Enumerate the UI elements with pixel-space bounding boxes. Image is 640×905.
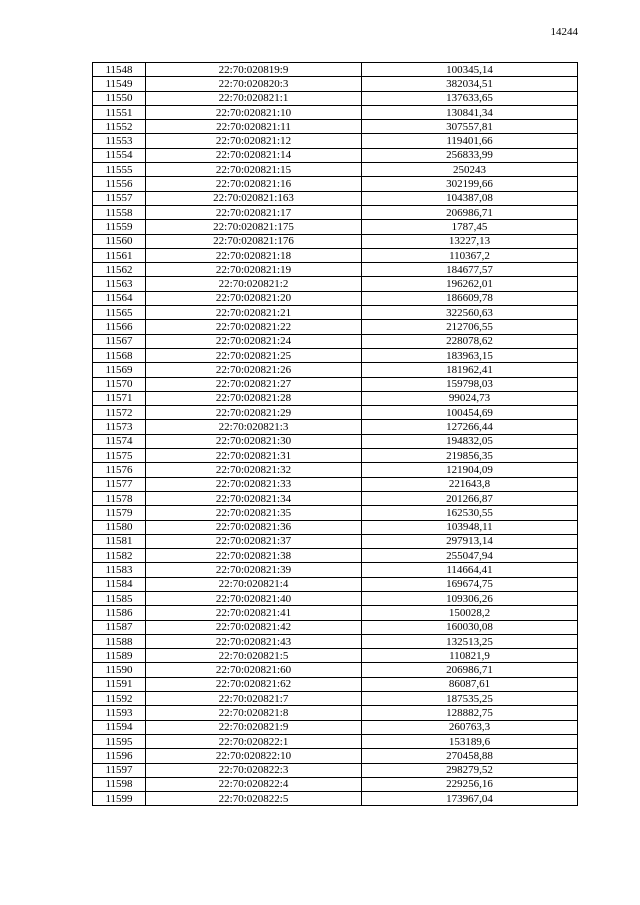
cadastral-value-cell: 184677,57 [362,263,578,277]
cadastral-number-cell: 22:70:020821:41 [146,606,362,620]
table-row [93,163,578,177]
table-row [93,792,578,806]
cadastral-value-cell: 110821,9 [362,649,578,663]
table-row [93,591,578,605]
row-number-cell: 11567 [93,334,146,348]
row-number-cell: 11598 [93,777,146,791]
table-row [93,263,578,277]
cadastral-number-cell: 22:70:020821:24 [146,334,362,348]
cadastral-number-cell: 22:70:020821:38 [146,549,362,563]
cadastral-number-cell: 22:70:020821:27 [146,377,362,391]
row-number-cell: 11589 [93,649,146,663]
table-row [93,463,578,477]
cadastral-number-cell: 22:70:020821:40 [146,591,362,605]
cadastral-value-cell: 160030,08 [362,620,578,634]
row-number-cell: 11584 [93,577,146,591]
cadastral-value-cell: 114664,41 [362,563,578,577]
cadastral-value-cell: 250243 [362,163,578,177]
cadastral-number-cell: 22:70:020821:14 [146,148,362,162]
row-number-cell: 11565 [93,306,146,320]
cadastral-number-cell: 22:70:020821:21 [146,306,362,320]
cadastral-value-cell: 228078,62 [362,334,578,348]
cadastral-value-cell: 183963,15 [362,348,578,362]
cadastral-number-cell: 22:70:020821:29 [146,406,362,420]
table-row [93,763,578,777]
cadastral-number-cell: 22:70:020821:22 [146,320,362,334]
cadastral-value-cell: 13227,13 [362,234,578,248]
row-number-cell: 11556 [93,177,146,191]
cadastral-value-cell: 219856,35 [362,449,578,463]
row-number-cell: 11560 [93,234,146,248]
table-row [93,749,578,763]
row-number-cell: 11572 [93,406,146,420]
table-row [93,63,578,77]
table-row [93,148,578,162]
table-row [93,477,578,491]
table-row [93,549,578,563]
table-row [93,220,578,234]
cadastral-number-cell: 22:70:020822:1 [146,734,362,748]
row-number-cell: 11553 [93,134,146,148]
row-number-cell: 11549 [93,77,146,91]
cadastral-value-cell: 153189,6 [362,734,578,748]
table-row [93,449,578,463]
cadastral-value-cell: 128882,75 [362,706,578,720]
row-number-cell: 11557 [93,191,146,205]
row-number-cell: 11564 [93,291,146,305]
cadastral-value-cell: 159798,03 [362,377,578,391]
table-row [93,391,578,405]
cadastral-value-cell: 100345,14 [362,63,578,77]
cadastral-number-cell: 22:70:020821:62 [146,677,362,691]
cadastral-number-cell: 22:70:020821:163 [146,191,362,205]
cadastral-value-cell: 169674,75 [362,577,578,591]
cadastral-value-cell: 382034,51 [362,77,578,91]
table-row [93,620,578,634]
row-number-cell: 11566 [93,320,146,334]
cadastral-value-cell: 187535,25 [362,692,578,706]
row-number-cell: 11570 [93,377,146,391]
row-number-cell: 11554 [93,148,146,162]
cadastral-number-cell: 22:70:020820:3 [146,77,362,91]
table-row [93,191,578,205]
cadastral-value-cell: 206986,71 [362,663,578,677]
cadastral-value-cell: 260763,3 [362,720,578,734]
cadastral-value-cell: 302199,66 [362,177,578,191]
table-row [93,277,578,291]
cadastral-number-cell: 22:70:020819:9 [146,63,362,77]
cadastral-number-cell: 22:70:020821:26 [146,363,362,377]
row-number-cell: 11558 [93,205,146,219]
table-row [93,420,578,434]
cadastral-value-cell: 86087,61 [362,677,578,691]
table-row [93,320,578,334]
table-row [93,334,578,348]
cadastral-number-cell: 22:70:020821:17 [146,205,362,219]
table-row [93,649,578,663]
table-row [93,105,578,119]
row-number-cell: 11590 [93,663,146,677]
row-number-cell: 11597 [93,763,146,777]
cadastral-number-cell: 22:70:020821:16 [146,177,362,191]
cadastral-number-cell: 22:70:020821:4 [146,577,362,591]
cadastral-value-cell: 121904,09 [362,463,578,477]
cadastral-value-cell: 201266,87 [362,491,578,505]
cadastral-value-cell: 221643,8 [362,477,578,491]
table-row [93,434,578,448]
cadastral-value-cell: 104387,08 [362,191,578,205]
row-number-cell: 11562 [93,263,146,277]
cadastral-value-cell: 119401,66 [362,134,578,148]
cadastral-value-cell: 194832,05 [362,434,578,448]
cadastral-value-cell: 270458,88 [362,749,578,763]
cadastral-number-cell: 22:70:020821:7 [146,692,362,706]
cadastral-value-cell: 99024,73 [362,391,578,405]
table-row [93,234,578,248]
cadastral-value-cell: 130841,34 [362,105,578,119]
cadastral-value-cell: 206986,71 [362,205,578,219]
cadastral-number-cell: 22:70:020821:8 [146,706,362,720]
cadastral-number-cell: 22:70:020821:39 [146,563,362,577]
row-number-cell: 11596 [93,749,146,763]
row-number-cell: 11575 [93,449,146,463]
row-number-cell: 11581 [93,534,146,548]
table-row [93,692,578,706]
cadastral-value-cell: 132513,25 [362,634,578,648]
cadastral-value-cell: 100454,69 [362,406,578,420]
cadastral-number-cell: 22:70:020821:34 [146,491,362,505]
row-number-cell: 11593 [93,706,146,720]
cadastral-number-cell: 22:70:020821:12 [146,134,362,148]
table-row [93,491,578,505]
row-number-cell: 11571 [93,391,146,405]
table-row [93,363,578,377]
cadastral-value-cell: 109306,26 [362,591,578,605]
cadastral-number-cell: 22:70:020821:30 [146,434,362,448]
cadastral-value-cell: 196262,01 [362,277,578,291]
table-row [93,577,578,591]
cadastral-number-cell: 22:70:020821:15 [146,163,362,177]
cadastral-value-cell: 255047,94 [362,549,578,563]
row-number-cell: 11577 [93,477,146,491]
table-body [93,63,578,806]
table-row [93,134,578,148]
table-row [93,520,578,534]
cadastral-number-cell: 22:70:020821:18 [146,248,362,262]
cadastral-value-cell: 256833,99 [362,148,578,162]
row-number-cell: 11568 [93,348,146,362]
table-row [93,248,578,262]
cadastral-value-cell: 307557,81 [362,120,578,134]
row-number-cell: 11579 [93,506,146,520]
row-number-cell: 11573 [93,420,146,434]
cadastral-value-cell: 162530,55 [362,506,578,520]
row-number-cell: 11595 [93,734,146,748]
table-row [93,706,578,720]
row-number-cell: 11591 [93,677,146,691]
table-row [93,77,578,91]
cadastral-number-cell: 22:70:020821:42 [146,620,362,634]
cadastral-value-cell: 110367,2 [362,248,578,262]
cadastral-number-cell: 22:70:020821:3 [146,420,362,434]
cadastral-number-cell: 22:70:020821:32 [146,463,362,477]
cadastral-number-cell: 22:70:020821:33 [146,477,362,491]
row-number-cell: 11561 [93,248,146,262]
table-row [93,677,578,691]
row-number-cell: 11578 [93,491,146,505]
cadastral-number-cell: 22:70:020821:35 [146,506,362,520]
row-number-cell: 11574 [93,434,146,448]
cadastral-number-cell: 22:70:020822:5 [146,792,362,806]
cadastral-number-cell: 22:70:020822:10 [146,749,362,763]
table-row [93,634,578,648]
cadastral-value-cell: 181962,41 [362,363,578,377]
cadastral-number-cell: 22:70:020822:3 [146,763,362,777]
cadastral-number-cell: 22:70:020821:2 [146,277,362,291]
cadastral-value-cell: 103948,11 [362,520,578,534]
cadastral-value-cell: 137633,65 [362,91,578,105]
table-row [93,534,578,548]
cadastral-number-cell: 22:70:020821:37 [146,534,362,548]
table-row [93,734,578,748]
table-row [93,406,578,420]
table-row [93,720,578,734]
row-number-cell: 11585 [93,591,146,605]
cadastral-number-cell: 22:70:020821:11 [146,120,362,134]
cadastral-number-cell: 22:70:020821:175 [146,220,362,234]
row-number-cell: 11551 [93,105,146,119]
cadastral-value-cell: 229256,16 [362,777,578,791]
table-row [93,663,578,677]
row-number-cell: 11587 [93,620,146,634]
cadastral-number-cell: 22:70:020821:5 [146,649,362,663]
table-row [93,348,578,362]
table-row [93,306,578,320]
cadastral-number-cell: 22:70:020821:176 [146,234,362,248]
table-row [93,120,578,134]
cadastral-number-cell: 22:70:020821:43 [146,634,362,648]
cadastral-number-cell: 22:70:020821:25 [146,348,362,362]
cadastral-number-cell: 22:70:020821:36 [146,520,362,534]
cadastral-value-cell: 127266,44 [362,420,578,434]
cadastral-number-cell: 22:70:020821:10 [146,105,362,119]
row-number-cell: 11592 [93,692,146,706]
cadastral-value-cell: 212706,55 [362,320,578,334]
page-number: 14244 [550,26,578,38]
table-row [93,606,578,620]
row-number-cell: 11583 [93,563,146,577]
cadastral-number-cell: 22:70:020821:31 [146,449,362,463]
cadastral-value-table [92,62,578,806]
cadastral-number-cell: 22:70:020821:28 [146,391,362,405]
table-row [93,291,578,305]
cadastral-value-cell: 150028,2 [362,606,578,620]
cadastral-value-cell: 322560,63 [362,306,578,320]
row-number-cell: 11582 [93,549,146,563]
cadastral-value-cell: 297913,14 [362,534,578,548]
row-number-cell: 11550 [93,91,146,105]
table-row [93,377,578,391]
cadastral-number-cell: 22:70:020821:9 [146,720,362,734]
row-number-cell: 11580 [93,520,146,534]
cadastral-number-cell: 22:70:020821:60 [146,663,362,677]
row-number-cell: 11552 [93,120,146,134]
table-row [93,205,578,219]
cadastral-number-cell: 22:70:020821:1 [146,91,362,105]
table-row [93,777,578,791]
cadastral-value-cell: 298279,52 [362,763,578,777]
cadastral-value-cell: 173967,04 [362,792,578,806]
table-row [93,506,578,520]
row-number-cell: 11548 [93,63,146,77]
row-number-cell: 11594 [93,720,146,734]
row-number-cell: 11588 [93,634,146,648]
row-number-cell: 11563 [93,277,146,291]
row-number-cell: 11555 [93,163,146,177]
cadastral-value-cell: 186609,78 [362,291,578,305]
cadastral-number-cell: 22:70:020821:19 [146,263,362,277]
table-row [93,177,578,191]
row-number-cell: 11599 [93,792,146,806]
table-row [93,91,578,105]
row-number-cell: 11586 [93,606,146,620]
cadastral-number-cell: 22:70:020822:4 [146,777,362,791]
cadastral-number-cell: 22:70:020821:20 [146,291,362,305]
cadastral-value-cell: 1787,45 [362,220,578,234]
row-number-cell: 11559 [93,220,146,234]
table-row [93,563,578,577]
row-number-cell: 11576 [93,463,146,477]
row-number-cell: 11569 [93,363,146,377]
